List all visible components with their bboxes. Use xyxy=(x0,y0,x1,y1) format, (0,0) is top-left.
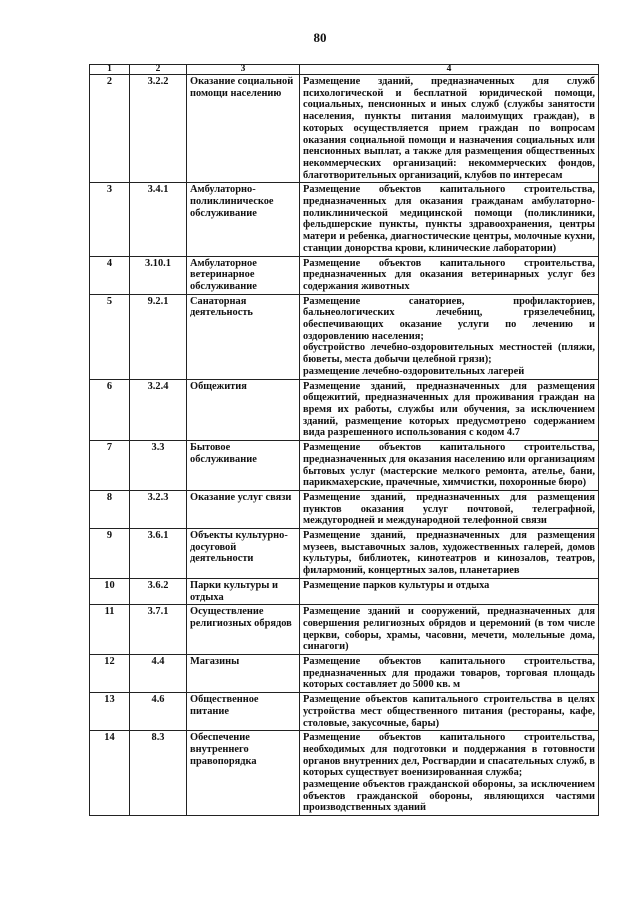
row-number: 7 xyxy=(90,441,130,491)
table-row xyxy=(90,75,599,183)
row-number: 6 xyxy=(90,379,130,441)
description-paragraph: размещение объектов гражданской обороны, за исключением объектов гражданской обороны, являющихся частями производственных зданий xyxy=(303,779,595,814)
use-code: 3.7.1 xyxy=(130,605,187,655)
use-code: 3.2.3 xyxy=(130,490,187,528)
use-code: 3.6.1 xyxy=(130,529,187,579)
description-paragraph: Размещение объектов капитального строительства, предназначенных для оказания населению или организациям бытовых услуг (мастерские мелкого ремонта, ателье, бани, парикмахерские, прачечные, химчистки, похоронные бюро) xyxy=(303,442,595,489)
row-number: 12 xyxy=(90,655,130,693)
use-description xyxy=(300,731,599,816)
row-number: 2 xyxy=(90,75,130,183)
row-number: 10 xyxy=(90,578,130,604)
use-code: 4.4 xyxy=(130,655,187,693)
use-name: Амбулаторное ветеринарное обслуживание xyxy=(187,256,300,294)
table-row xyxy=(90,693,599,731)
use-name: Оказание услуг связи xyxy=(187,490,300,528)
description-paragraph: обустройство лечебно-оздоровительных местностей (пляжи, бюветы, места добычи целебной грязи); xyxy=(303,342,595,366)
header-col-1: 1 xyxy=(90,65,130,75)
use-name: Общественное питание xyxy=(187,693,300,731)
use-description xyxy=(300,379,599,441)
use-code: 9.2.1 xyxy=(130,294,187,379)
use-description xyxy=(300,490,599,528)
table-row xyxy=(90,256,599,294)
use-code: 8.3 xyxy=(130,731,187,816)
row-number: 4 xyxy=(90,256,130,294)
description-paragraph: Размещение зданий, предназначенных для размещения пунктов оказания услуг почтовой, телеграфной, междугородней и международной телефонной связи xyxy=(303,491,595,527)
row-number: 8 xyxy=(90,490,130,528)
table-row xyxy=(90,655,599,693)
use-code: 3.2.2 xyxy=(130,75,187,183)
use-description xyxy=(300,75,599,183)
header-col-3: 3 xyxy=(187,65,300,75)
page-number: 80 xyxy=(313,30,327,45)
description-paragraph: Размещение зданий, предназначенных для служб психологической и бесплатной юридической помощи, социальных, пенсионных и иных служб (службы занятости населения, пункты питания малоимущих граждан), в которых осуществляется прием граждан по вопросам оказания социальной помощи и назначения социальных или пенсионных выплат, а также для размещения общественных некоммерческих организаций: некоммерческих фондов, благотворительных организаций, клубов по интересам xyxy=(303,76,595,181)
description-paragraph: Размещение зданий, предназначенных для размещения музеев, выставочных залов, художественных галерей, домов культуры, библиотек, кинотеатров и кинозалов, театров, филармоний, концертных залов, планетариев xyxy=(303,530,595,577)
description-paragraph: Размещение зданий и сооружений, предназначенных для совершения религиозных обрядов и церемоний (в том числе церкви, соборы, храмы, часовни, мечети, молельные дома, синагоги) xyxy=(303,606,595,653)
use-description xyxy=(300,605,599,655)
row-number: 9 xyxy=(90,529,130,579)
use-description xyxy=(300,655,599,693)
table-row xyxy=(90,441,599,491)
row-number: 3 xyxy=(90,183,130,256)
use-name: Магазины xyxy=(187,655,300,693)
row-number: 13 xyxy=(90,693,130,731)
table-row xyxy=(90,294,599,379)
use-name: Санаторная деятельность xyxy=(187,294,300,379)
table-row xyxy=(90,605,599,655)
use-name: Парки культуры и отдыха xyxy=(187,578,300,604)
use-code: 3.4.1 xyxy=(130,183,187,256)
use-name: Обеспечение внутреннего правопорядка xyxy=(187,731,300,816)
use-description xyxy=(300,693,599,731)
use-description xyxy=(300,256,599,294)
use-description xyxy=(300,578,599,604)
use-name: Бытовое обслуживание xyxy=(187,441,300,491)
table-row xyxy=(90,529,599,579)
use-name: Осуществление религиозных обрядов xyxy=(187,605,300,655)
description-paragraph: размещение лечебно-оздоровительных лагерей xyxy=(303,365,525,377)
use-name: Общежития xyxy=(187,379,300,441)
header-col-4: 4 xyxy=(300,65,599,75)
table-row xyxy=(90,731,599,816)
description-paragraph: Размещение объектов капитального строительства, предназначенных для оказания гражданам амбулаторно-поликлинической медицинской помощи (поликлиники, фельдшерские пункты, пункты здравоохранения, центры матери и ребенка, диагностические центры, молочные кухни, станции донорства крови, клинические лаборатории) xyxy=(303,184,595,254)
table-body xyxy=(90,75,599,816)
use-code: 4.6 xyxy=(130,693,187,731)
use-code: 3.6.2 xyxy=(130,578,187,604)
description-paragraph: Размещение зданий, предназначенных для размещения общежитий, предназначенных для проживания граждан на время их работы, службы или обучения, за исключением зданий, размещение которых предусмотрено содержанием вида разрешенного использования с кодом 4.7 xyxy=(303,380,595,439)
description-paragraph: Размещение объектов капитального строительства, предназначенных для оказания ветеринарных услуг без содержания животных xyxy=(303,257,595,292)
header-col-2: 2 xyxy=(130,65,187,75)
land-use-table xyxy=(89,64,599,816)
row-number: 11 xyxy=(90,605,130,655)
use-description xyxy=(300,294,599,379)
use-code: 3.3 xyxy=(130,441,187,491)
use-code: 3.2.4 xyxy=(130,379,187,441)
table-row xyxy=(90,578,599,604)
use-name: Амбулаторно-поликлиническое обслуживание xyxy=(187,183,300,256)
use-description xyxy=(300,441,599,491)
use-name: Оказание социальной помощи населению xyxy=(187,75,300,183)
description-paragraph: Размещение объектов капитального строительства в целях устройства мест общественного питания (рестораны, кафе, столовые, закусочные, бары) xyxy=(303,694,595,729)
use-description xyxy=(300,529,599,579)
use-code: 3.10.1 xyxy=(130,256,187,294)
use-name: Объекты культурно-досуговой деятельности xyxy=(187,529,300,579)
description-paragraph: Размещение санаториев, профилакториев, бальнеологических лечебниц, грязелечебниц, обеспечивающих оказание услуги по лечению и оздоровлению населения; xyxy=(303,295,595,342)
table-row xyxy=(90,183,599,256)
use-description xyxy=(300,183,599,256)
table-row xyxy=(90,490,599,528)
description-paragraph: Размещение парков культуры и отдыха xyxy=(303,579,490,591)
row-number: 14 xyxy=(90,731,130,816)
row-number: 5 xyxy=(90,294,130,379)
description-paragraph: Размещение объектов капитального строительства, необходимых для подготовки и поддержания в готовности органов внутренних дел, Росгвардии и спасательных служб, в которых существует военизированная служба; xyxy=(303,732,595,779)
description-paragraph: Размещение объектов капитального строительства, предназначенных для продажи товаров, торговая площадь которых составляет до 5000 кв. м xyxy=(303,656,595,691)
table-row xyxy=(90,379,599,441)
table-header-row xyxy=(90,65,599,75)
